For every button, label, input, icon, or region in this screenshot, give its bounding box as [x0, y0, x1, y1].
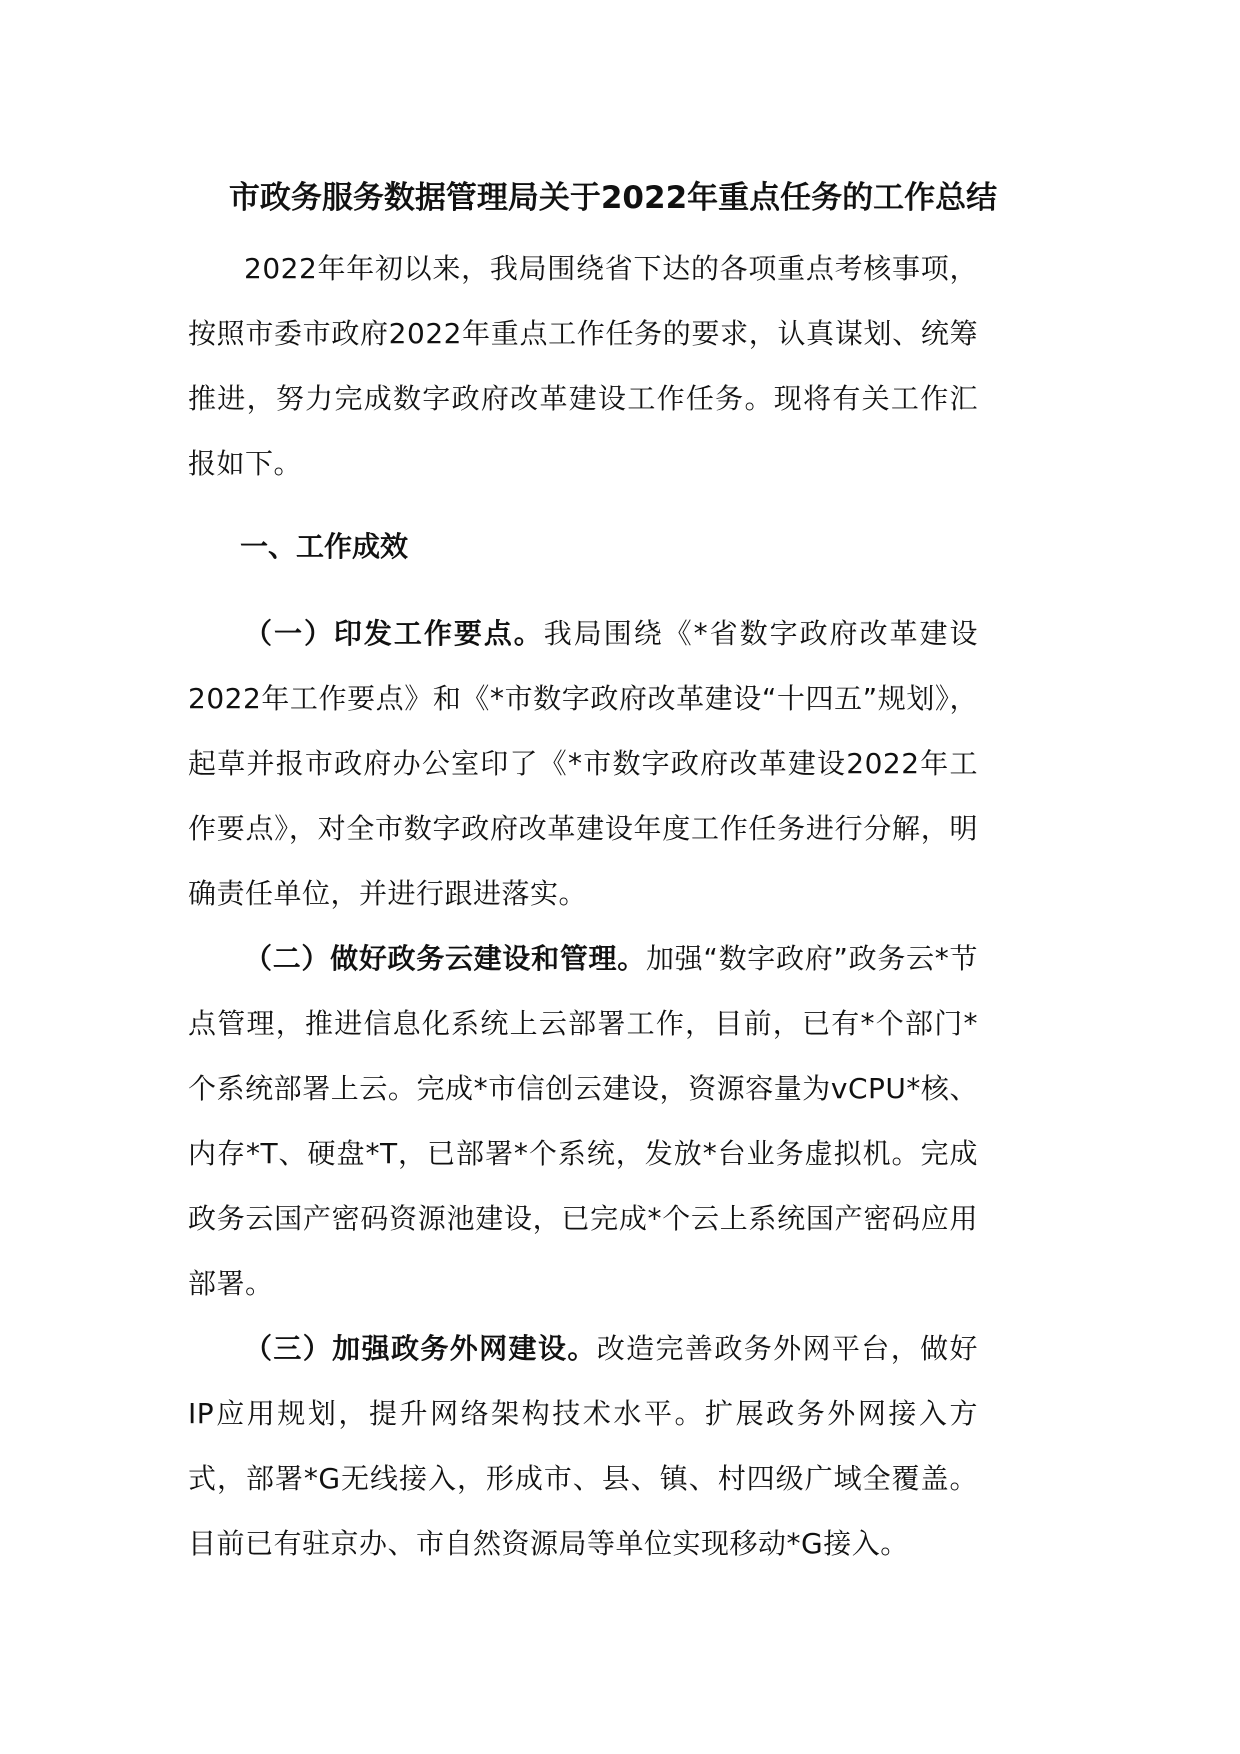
- intro-paragraph: 2022年年初以来，我局围绕省下达的各项重点考核事项，按照市委市政府2022年重点工作任务的要求，认真谋划、统筹推进，努力完成数字政府改革建设工作任务。现将有关工作汇报如下。: [188, 252, 978, 480]
- item-paragraph-2: [188, 926, 978, 1316]
- item-paragraph-1: [188, 601, 978, 926]
- item-body-1: 我局围绕《*省数字政府改革建设2022年工作要点》和《*市数字政府改革建设“十四五”规划》，起草并报市政府办公室印了《*市数字政府改革建设2022年工作要点》，对全市数字政府改革建设年度工作任务进行分解，明确责任单位，并进行跟进落实。: [188, 617, 978, 910]
- item-lead-3: （三）加强政务外网建设。: [244, 1332, 597, 1365]
- item-body-3: 改造完善政务外网平台，做好IP应用规划，提升网络架构技术水平。扩展政务外网接入方式，部署*G无线接入，形成市、县、镇、村四级广域全覆盖。目前已有驻京办、市自然资源局等单位实现移动*G接入。: [188, 1332, 978, 1560]
- document-title: 市政务服务数据管理局关于2022年重点任务的工作总结: [228, 180, 998, 216]
- item-body-2: 加强“数字政府”政务云*节点管理，推进信息化系统上云部署工作，目前，已有*个部门*个系统部署上云。完成*市信创云建设，资源容量为vCPU*核、内存*T、硬盘*T，已部署*个系统，发放*台业务虚拟机。完成政务云国产密码资源池建设，已完成*个云上系统国产密码应用部署。: [188, 942, 978, 1300]
- item-lead-1: （一）印发工作要点。: [244, 617, 544, 650]
- section-heading: 一、工作成效: [240, 530, 409, 563]
- item-lead-2: （二）做好政务云建设和管理。: [244, 942, 646, 975]
- item-paragraph-3: [188, 1316, 978, 1576]
